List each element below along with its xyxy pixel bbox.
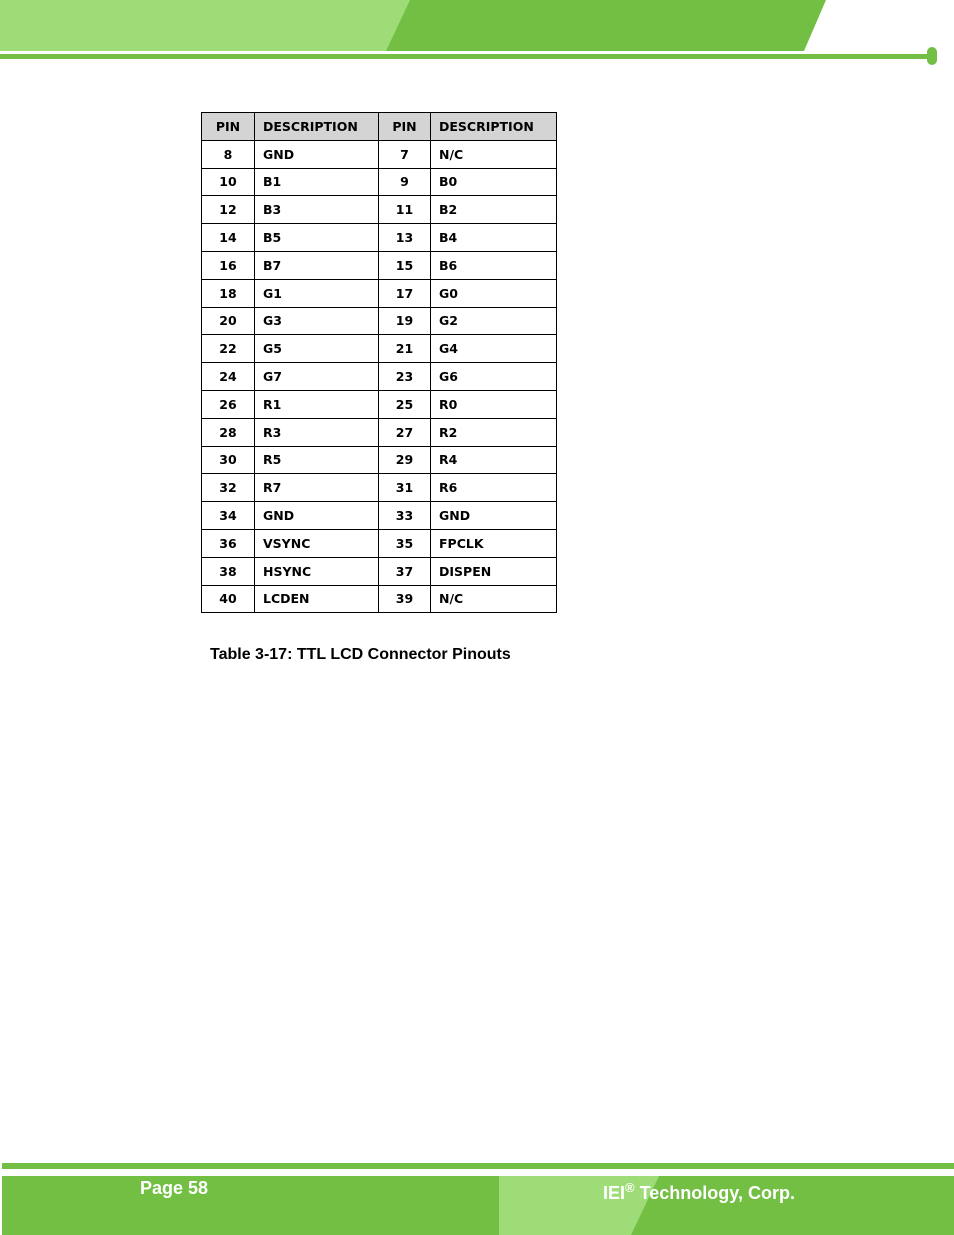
table-row bbox=[202, 279, 557, 307]
pin-number-cell: 31 bbox=[379, 474, 431, 502]
column-header-description: DESCRIPTION bbox=[431, 113, 557, 141]
pin-description-cell: B1 bbox=[255, 168, 379, 196]
pin-number-cell: 29 bbox=[379, 446, 431, 474]
company-brand bbox=[603, 1180, 795, 1204]
pin-description-cell: B7 bbox=[255, 251, 379, 279]
table-row bbox=[202, 196, 557, 224]
pin-description-cell: B3 bbox=[255, 196, 379, 224]
pin-description-cell: B2 bbox=[431, 196, 557, 224]
column-header-description: DESCRIPTION bbox=[255, 113, 379, 141]
pin-description-cell: G1 bbox=[255, 279, 379, 307]
pin-description-cell: G2 bbox=[431, 307, 557, 335]
pin-description-cell: R2 bbox=[431, 418, 557, 446]
pin-description-cell: B0 bbox=[431, 168, 557, 196]
pin-number-cell: 15 bbox=[379, 251, 431, 279]
pin-number-cell: 37 bbox=[379, 557, 431, 585]
pin-number-cell: 26 bbox=[202, 390, 255, 418]
header-band-light bbox=[0, 0, 410, 51]
pin-description-cell: R1 bbox=[255, 390, 379, 418]
table-row bbox=[202, 251, 557, 279]
table-row bbox=[202, 168, 557, 196]
pin-number-cell: 23 bbox=[379, 363, 431, 391]
pin-number-cell: 33 bbox=[379, 502, 431, 530]
header-band-dark bbox=[386, 0, 826, 51]
pin-description-cell: GND bbox=[431, 502, 557, 530]
pin-number-cell: 10 bbox=[202, 168, 255, 196]
pin-description-cell: B5 bbox=[255, 224, 379, 252]
pin-description-cell: HSYNC bbox=[255, 557, 379, 585]
pin-description-cell: N/C bbox=[431, 140, 557, 168]
pin-number-cell: 8 bbox=[202, 140, 255, 168]
brand-suffix: Technology, Corp. bbox=[634, 1183, 795, 1203]
table-row bbox=[202, 418, 557, 446]
pin-description-cell: G6 bbox=[431, 363, 557, 391]
table-row bbox=[202, 140, 557, 168]
pin-description-cell: FPCLK bbox=[431, 529, 557, 557]
pin-number-cell: 22 bbox=[202, 335, 255, 363]
pin-number-cell: 11 bbox=[379, 196, 431, 224]
pin-number-cell: 21 bbox=[379, 335, 431, 363]
pin-description-cell: G4 bbox=[431, 335, 557, 363]
pin-description-cell: R4 bbox=[431, 446, 557, 474]
pin-description-cell: DISPEN bbox=[431, 557, 557, 585]
pin-number-cell: 35 bbox=[379, 529, 431, 557]
pin-number-cell: 39 bbox=[379, 585, 431, 613]
pin-number-cell: 19 bbox=[379, 307, 431, 335]
pin-number-cell: 32 bbox=[202, 474, 255, 502]
pin-number-cell: 28 bbox=[202, 418, 255, 446]
column-header-pin: PIN bbox=[379, 113, 431, 141]
pin-description-cell: R7 bbox=[255, 474, 379, 502]
pinout-table bbox=[201, 112, 557, 613]
table-row bbox=[202, 529, 557, 557]
brand-name: IEI bbox=[603, 1183, 626, 1203]
pin-number-cell: 36 bbox=[202, 529, 255, 557]
pin-description-cell: G3 bbox=[255, 307, 379, 335]
pin-description-cell: VSYNC bbox=[255, 529, 379, 557]
pin-number-cell: 16 bbox=[202, 251, 255, 279]
pin-description-cell: G7 bbox=[255, 363, 379, 391]
page-number: Page 58 bbox=[140, 1178, 209, 1198]
table-row bbox=[202, 474, 557, 502]
pin-description-cell: R6 bbox=[431, 474, 557, 502]
table-header-row bbox=[202, 113, 557, 141]
pin-number-cell: 9 bbox=[379, 168, 431, 196]
footer-rule bbox=[2, 1163, 954, 1169]
pin-number-cell: 34 bbox=[202, 502, 255, 530]
pin-number-cell: 14 bbox=[202, 224, 255, 252]
header-rule-end-dot bbox=[927, 47, 937, 65]
table-row bbox=[202, 390, 557, 418]
table-row bbox=[202, 502, 557, 530]
pin-number-cell: 20 bbox=[202, 307, 255, 335]
pin-number-cell: 25 bbox=[379, 390, 431, 418]
header-rule bbox=[0, 54, 932, 59]
table-row bbox=[202, 307, 557, 335]
pin-number-cell: 17 bbox=[379, 279, 431, 307]
pin-description-cell: N/C bbox=[431, 585, 557, 613]
pin-number-cell: 7 bbox=[379, 140, 431, 168]
table-row bbox=[202, 363, 557, 391]
pin-description-cell: R5 bbox=[255, 446, 379, 474]
table-row bbox=[202, 585, 557, 613]
pin-description-cell: GND bbox=[255, 140, 379, 168]
column-header-pin: PIN bbox=[202, 113, 255, 141]
pin-number-cell: 13 bbox=[379, 224, 431, 252]
table-row bbox=[202, 224, 557, 252]
pin-description-cell: R3 bbox=[255, 418, 379, 446]
table-row bbox=[202, 335, 557, 363]
pin-number-cell: 30 bbox=[202, 446, 255, 474]
pin-number-cell: 18 bbox=[202, 279, 255, 307]
pin-description-cell: LCDEN bbox=[255, 585, 379, 613]
pin-description-cell: G0 bbox=[431, 279, 557, 307]
pin-description-cell: B6 bbox=[431, 251, 557, 279]
pin-description-cell: R0 bbox=[431, 390, 557, 418]
pin-number-cell: 12 bbox=[202, 196, 255, 224]
pin-description-cell: G5 bbox=[255, 335, 379, 363]
pin-description-cell: B4 bbox=[431, 224, 557, 252]
table-row bbox=[202, 446, 557, 474]
pin-description-cell: GND bbox=[255, 502, 379, 530]
table-caption: Table 3-17: TTL LCD Connector Pinouts bbox=[210, 646, 511, 663]
table-row bbox=[202, 557, 557, 585]
pin-number-cell: 27 bbox=[379, 418, 431, 446]
pin-number-cell: 38 bbox=[202, 557, 255, 585]
pin-number-cell: 24 bbox=[202, 363, 255, 391]
registered-mark: ® bbox=[625, 1180, 635, 1195]
pin-number-cell: 40 bbox=[202, 585, 255, 613]
